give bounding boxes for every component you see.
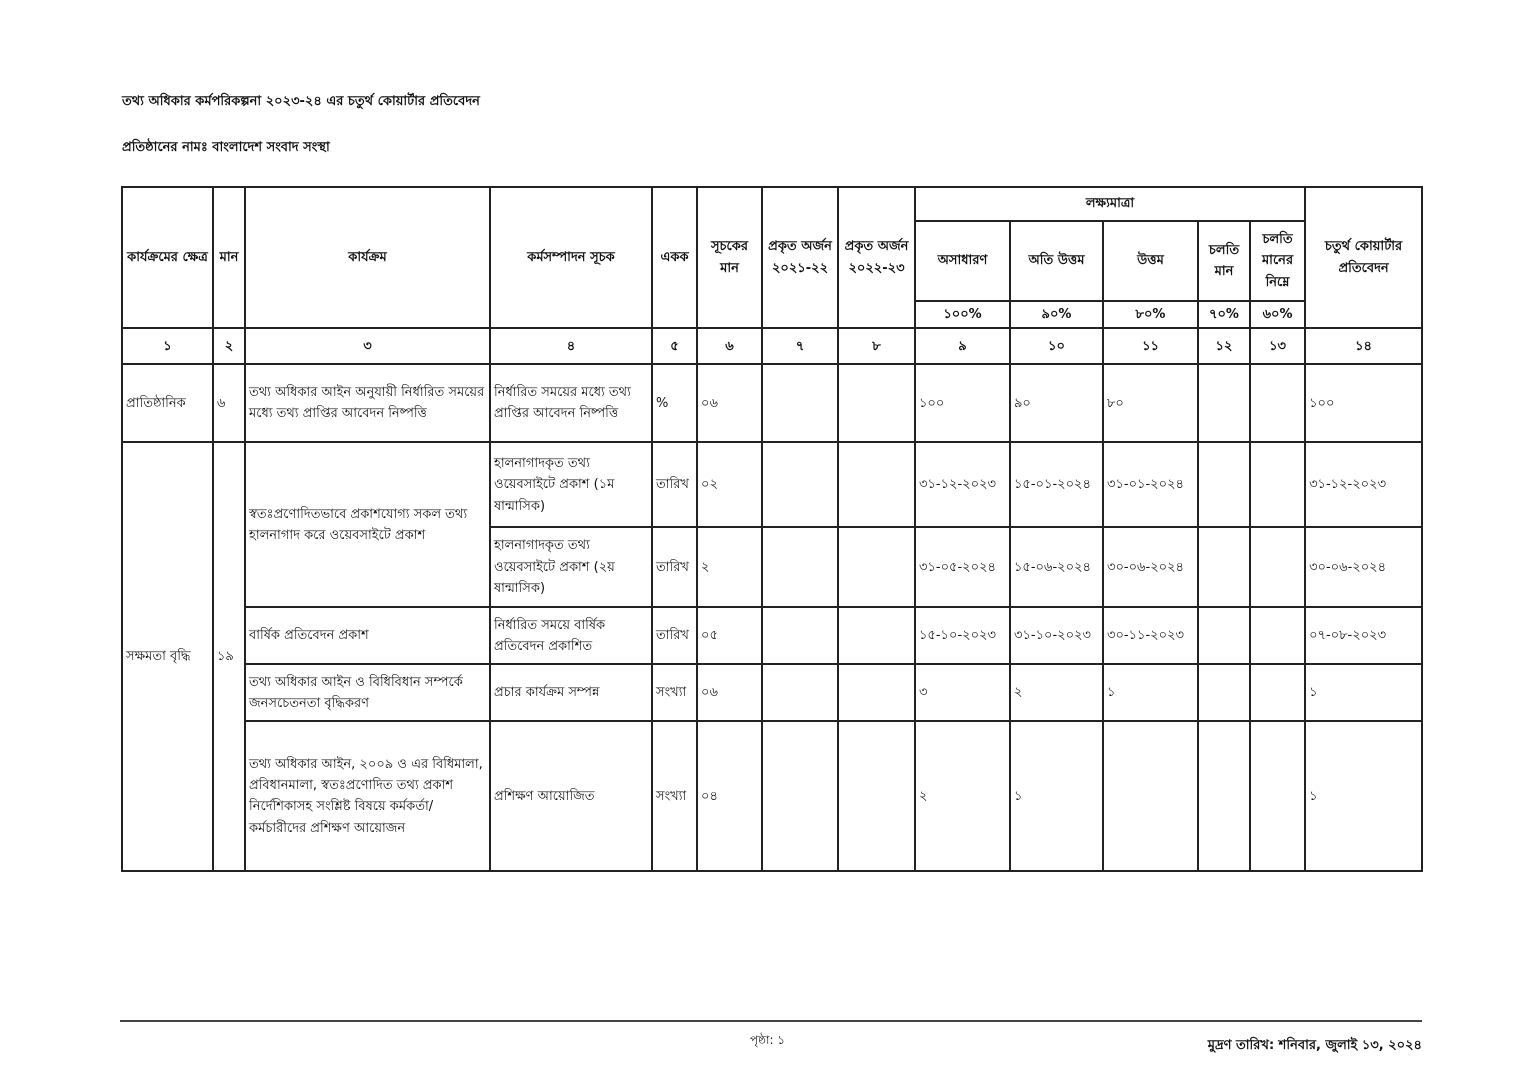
pct-current: ৭০% xyxy=(1198,301,1250,328)
cell-indicator: প্রশিক্ষণ আয়োজিত xyxy=(490,721,652,871)
cell-unit: সংখ্যা xyxy=(652,664,697,721)
cell-area: সক্ষমতা বৃদ্ধি xyxy=(122,442,213,871)
action-plan-table xyxy=(121,186,1423,872)
cell-t4 xyxy=(1198,664,1250,721)
column-number: ৭ xyxy=(762,328,838,364)
cell-t3: ১ xyxy=(1103,664,1198,721)
cell-indicator: প্রচার কার্যক্রম সম্পন্ন xyxy=(490,664,652,721)
cell-a2 xyxy=(838,364,915,442)
cell-t4 xyxy=(1198,442,1250,527)
cell-mark: ১৯ xyxy=(213,442,245,871)
cell-report: ১ xyxy=(1305,721,1422,871)
organization-name: প্রতিষ্ঠানের নামঃ বাংলাদেশ সংবাদ সংস্থা xyxy=(122,140,330,155)
cell-a1 xyxy=(762,442,838,527)
cell-activity: বার্ষিক প্রতিবেদন প্রকাশ xyxy=(245,607,490,664)
cell-a2 xyxy=(838,721,915,871)
header-target: লক্ষ্যমাত্রা xyxy=(915,187,1305,221)
pct-very-good: ৯০% xyxy=(1010,301,1103,328)
column-number: ৮ xyxy=(838,328,915,364)
header-mark: মান xyxy=(213,187,245,328)
column-number: ১৪ xyxy=(1305,328,1422,364)
cell-t3: ৮০ xyxy=(1103,364,1198,442)
column-number: ১৩ xyxy=(1250,328,1305,364)
page-number: পৃষ্ঠা: ১ xyxy=(750,1033,786,1047)
cell-a1 xyxy=(762,664,838,721)
cell-a2 xyxy=(838,442,915,527)
cell-t2: ৩১-১০-২০২৩ xyxy=(1010,607,1103,664)
column-number-row xyxy=(122,328,1422,364)
column-number: ৫ xyxy=(652,328,697,364)
cell-t4 xyxy=(1198,721,1250,871)
cell-t5 xyxy=(1250,664,1305,721)
cell-t1: ৩ xyxy=(915,664,1010,721)
cell-t2: ১ xyxy=(1010,721,1103,871)
header-excellent: অসাধারণ xyxy=(915,221,1010,301)
table-row xyxy=(122,664,1422,721)
pct-below: ৬০% xyxy=(1250,301,1305,328)
pct-excellent: ১০০% xyxy=(915,301,1010,328)
header-good: উত্তম xyxy=(1103,221,1198,301)
cell-t3 xyxy=(1103,721,1198,871)
header-below-current: চলতি মানের নিম্নে xyxy=(1250,221,1305,301)
header-unit: একক xyxy=(652,187,697,328)
cell-a1 xyxy=(762,607,838,664)
cell-t5 xyxy=(1250,364,1305,442)
cell-a1 xyxy=(762,721,838,871)
cell-t5 xyxy=(1250,442,1305,527)
column-number: ৯ xyxy=(915,328,1010,364)
header-indicator: কর্মসম্পাদন সূচক xyxy=(490,187,652,328)
cell-t4 xyxy=(1198,607,1250,664)
cell-unit: তারিখ xyxy=(652,527,697,607)
column-number: ২ xyxy=(213,328,245,364)
cell-a2 xyxy=(838,664,915,721)
column-number: ১ xyxy=(122,328,213,364)
cell-report: ০৭-০৮-২০২৩ xyxy=(1305,607,1422,664)
table-row xyxy=(122,364,1422,442)
cell-t1: ২ xyxy=(915,721,1010,871)
header-report: চতুর্থ কোয়ার্টার প্রতিবেদন xyxy=(1305,187,1422,328)
column-number: ৩ xyxy=(245,328,490,364)
column-number: ১২ xyxy=(1198,328,1250,364)
cell-t1: ৩১-১২-২০২৩ xyxy=(915,442,1010,527)
column-number: ১০ xyxy=(1010,328,1103,364)
cell-report: ১ xyxy=(1305,664,1422,721)
table-row xyxy=(122,607,1422,664)
cell-value: ০৫ xyxy=(697,607,762,664)
cell-indicator: হালনাগাদকৃত তথ্য ওয়েবসাইটে প্রকাশ (২য় ষান্মাসিক) xyxy=(490,527,652,607)
cell-a2 xyxy=(838,607,915,664)
cell-area: প্রাতিষ্ঠানিক xyxy=(122,364,213,442)
cell-value: ০৬ xyxy=(697,664,762,721)
cell-activity: তথ্য অধিকার আইন, ২০০৯ ও এর বিধিমালা, প্রবিধানমালা, স্বতঃপ্রণোদিত তথ্য প্রকাশ নির্দেশিকাসহ সংশ্লিষ্ট বিষয়ে কর্মকর্তা/কর্মচারীদের প্রশিক্ষণ আয়োজন xyxy=(245,721,490,871)
cell-indicator: নির্ধারিত সময়ের মধ্যে তথ্য প্রাপ্তির আবেদন নিষ্পত্তি xyxy=(490,364,652,442)
cell-t4 xyxy=(1198,527,1250,607)
header-activity: কার্যক্রম xyxy=(245,187,490,328)
table-row xyxy=(122,442,1422,527)
cell-value: ২ xyxy=(697,527,762,607)
cell-unit: তারিখ xyxy=(652,442,697,527)
cell-t1: ১০০ xyxy=(915,364,1010,442)
cell-t5 xyxy=(1250,607,1305,664)
cell-t4 xyxy=(1198,364,1250,442)
cell-report: ১০০ xyxy=(1305,364,1422,442)
column-number: ৬ xyxy=(697,328,762,364)
cell-activity: তথ্য অধিকার আইন অনুযায়ী নির্ধারিত সময়ের মধ্যে তথ্য প্রাপ্তির আবেদন নিষ্পত্তি xyxy=(245,364,490,442)
header-actual-2021-22: প্রকৃত অর্জন ২০২১-২২ xyxy=(762,187,838,328)
cell-unit: সংখ্যা xyxy=(652,721,697,871)
column-number: ১১ xyxy=(1103,328,1198,364)
cell-t5 xyxy=(1250,527,1305,607)
cell-t5 xyxy=(1250,721,1305,871)
cell-unit: % xyxy=(652,364,697,442)
column-number: ৪ xyxy=(490,328,652,364)
cell-value: ০৪ xyxy=(697,721,762,871)
cell-value: ০২ xyxy=(697,442,762,527)
print-date: মুদ্রণ তারিখ: শনিবার, জুলাই ১৩, ২০২৪ xyxy=(1207,1038,1422,1053)
cell-t2: ২ xyxy=(1010,664,1103,721)
cell-t3: ৩১-০১-২০২৪ xyxy=(1103,442,1198,527)
cell-a1 xyxy=(762,364,838,442)
cell-activity: স্বতঃপ্রণোদিতভাবে প্রকাশযোগ্য সকল তথ্য হালনাগাদ করে ওয়েবসাইটে প্রকাশ xyxy=(245,442,490,607)
cell-t2: ৯০ xyxy=(1010,364,1103,442)
header-very-good: অতি উত্তম xyxy=(1010,221,1103,301)
cell-a2 xyxy=(838,527,915,607)
cell-a1 xyxy=(762,527,838,607)
cell-t3: ৩০-১১-২০২৩ xyxy=(1103,607,1198,664)
cell-value: ০৬ xyxy=(697,364,762,442)
table-row xyxy=(122,721,1422,871)
cell-report: ৩১-১২-২০২৩ xyxy=(1305,442,1422,527)
cell-t1: ৩১-০৫-২০২৪ xyxy=(915,527,1010,607)
document-title: তথ্য অধিকার কর্মপরিকল্পনা ২০২৩-২৪ এর চতুর্থ কোয়ার্টার প্রতিবেদন xyxy=(122,94,480,109)
cell-indicator: নির্ধারিত সময়ে বার্ষিক প্রতিবেদন প্রকাশিত xyxy=(490,607,652,664)
cell-mark: ৬ xyxy=(213,364,245,442)
header-indicator-value: সূচকের মান xyxy=(697,187,762,328)
cell-t2: ১৫-০১-২০২৪ xyxy=(1010,442,1103,527)
header-actual-2022-23: প্রকৃত অর্জন ২০২২-২৩ xyxy=(838,187,915,328)
footer-divider xyxy=(120,1020,1422,1022)
pct-good: ৮০% xyxy=(1103,301,1198,328)
cell-unit: তারিখ xyxy=(652,607,697,664)
header-area: কার্যক্রমের ক্ষেত্র xyxy=(122,187,213,328)
cell-report: ৩০-০৬-২০২৪ xyxy=(1305,527,1422,607)
cell-activity: তথ্য অধিকার আইন ও বিধিবিধান সম্পর্কে জনসচেতনতা বৃদ্ধিকরণ xyxy=(245,664,490,721)
cell-indicator: হালনাগাদকৃত তথ্য ওয়েবসাইটে প্রকাশ (১ম ষান্মাসিক) xyxy=(490,442,652,527)
header-current: চলতি মান xyxy=(1198,221,1250,301)
cell-t3: ৩০-০৬-২০২৪ xyxy=(1103,527,1198,607)
cell-t1: ১৫-১০-২০২৩ xyxy=(915,607,1010,664)
cell-t2: ১৫-০৬-২০২৪ xyxy=(1010,527,1103,607)
